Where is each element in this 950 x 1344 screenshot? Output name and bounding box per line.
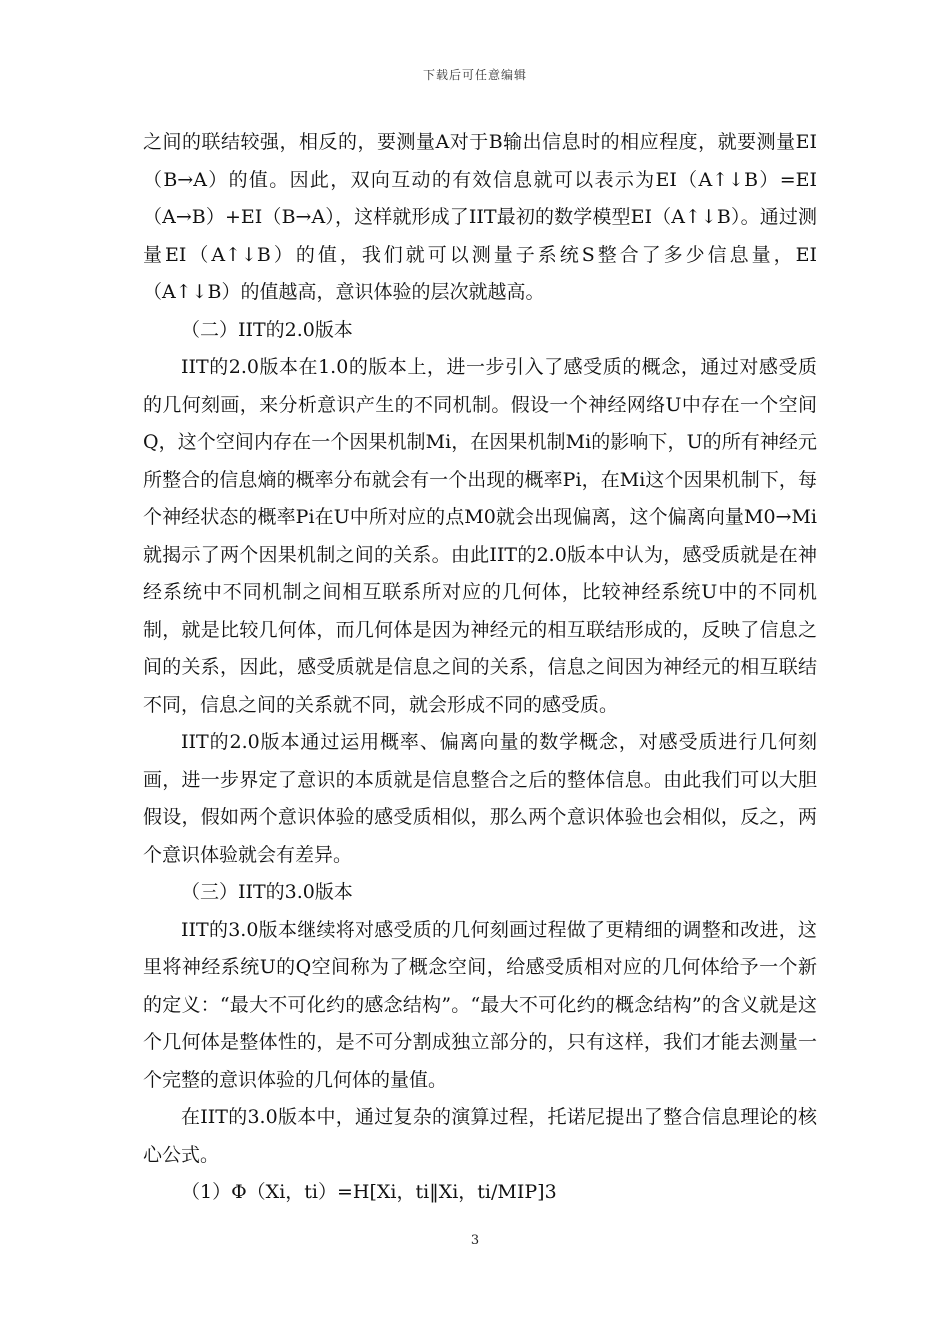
page-number: 3 — [470, 1233, 480, 1248]
formula: （1）Φ（Xi，ti）=H[Xi，ti‖Xi，ti/MIP]3 — [181, 1181, 557, 1203]
paragraph: 在IIT的3.0版本中，通过复杂的演算过程，托诺尼提出了整合信息理论的核心公式。 — [143, 1106, 817, 1166]
document-body — [143, 124, 817, 1212]
page-header: 下载后可任意编辑 — [422, 68, 527, 82]
paragraph: IIT的2.0版本通过运用概率、偏离向量的数学概念，对感受质进行几何刻画，进一步界定了意识的本质就是信息整合之后的整体信息。由此我们可以大胆假设，假如两个意识体验的感受质相似，那么两个意识体验也会相似，反之，两个意识体验就会有差异。 — [143, 731, 817, 866]
section-heading: （三）IIT的3.0版本 — [181, 881, 353, 903]
paragraph: IIT的2.0版本在1.0的版本上，进一步引入了感受质的概念，通过对感受质的几何刻画，来分析意识产生的不同机制。假设一个神经网络U中存在一个空间Q，这个空间内存在一个因果机制Mi，在因果机制Mi的影响下，U的所有神经元所整合的信息熵的概率分布就会有一个出现的概率Pi，在Mi这个因果机制下，每个神经状态的概率Pi在U中所对应的点M0就会出现偏离，这个偏离向量M0→Mi就揭示了两个因果机制之间的关系。由此IIT的2.0版本中认为，感受质就是在神经系统中不同机制之间相互联系所对应的几何体，比较神经系统U中的不同机制，就是比较几何体，而几何体是因为神经元的相互联结形成的，反映了信息之间的关系，因此，感受质就是信息之间的关系，信息之间因为神经元的相互联结不同，信息之间的关系就不同，就会形成不同的感受质。 — [143, 356, 817, 716]
paragraph: 之间的联结较强，相反的，要测量A对于B输出信息时的相应程度，就要测量EI（B→A）的值。因此，双向互动的有效信息就可以表示为EI（A↑↓B）=EI（A→B）+EI（B→A），这样就形成了IIT最初的数学模型EI（A↑↓B）。通过测量EI（A↑↓B）的值，我们就可以测量子系统S整合了多少信息量，EI（A↑↓B）的值越高，意识体验的层次就越高。 — [143, 131, 817, 303]
section-heading: （二）IIT的2.0版本 — [181, 318, 353, 341]
paragraph: IIT的3.0版本继续将对感受质的几何刻画过程做了更精细的调整和改进，这里将神经系统U的Q空间称为了概念空间，给感受质相对应的几何体给予一个新的定义：“最大不可化约的感念结构”。“最大不可化约的概念结构”的含义就是这个几何体是整体性的，是不可分割成独立部分的，只有这样，我们才能去测量一个完整的意识体验的几何体的量值。 — [143, 918, 817, 1091]
